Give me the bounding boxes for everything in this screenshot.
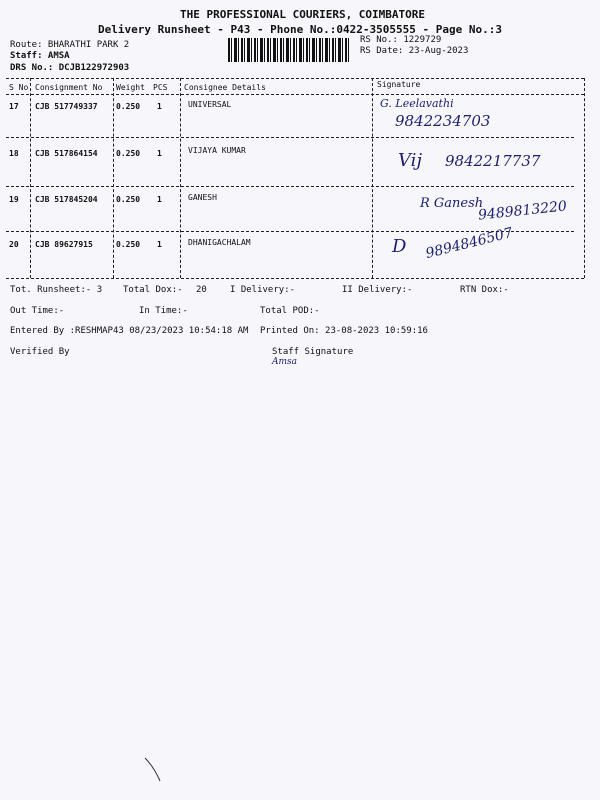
i-delivery: I Delivery:- — [230, 285, 296, 295]
col-header-consignee: Consignee Details — [184, 83, 266, 92]
handwritten-phone: 9842234703 — [395, 112, 491, 130]
row-consignment: CJB 517845204 — [35, 195, 98, 204]
handwritten-phone: 9489813220 — [477, 198, 568, 224]
tot-runsheet: Tot. Runsheet:- 3 — [10, 285, 103, 295]
row-consignment: CJB 517864154 — [35, 149, 98, 158]
row-pcs: 1 — [157, 195, 162, 204]
row-sno: 18 — [9, 149, 19, 158]
row-weight: 0.250 — [116, 102, 141, 111]
handwritten-phone: 9894846507 — [424, 224, 515, 262]
col-header-sno: S No — [9, 83, 29, 92]
row-consignee: UNIVERSAL — [188, 100, 232, 109]
company-name: THE PROFESSIONAL COURIERS, COIMBATORE — [180, 8, 426, 21]
row-divider — [6, 186, 574, 187]
col-header-signature: Signature — [377, 80, 421, 89]
row-consignment: CJB 89627915 — [35, 240, 93, 249]
row-pcs: 1 — [157, 102, 162, 111]
verified-by: Verified By — [10, 347, 70, 357]
handwritten-phone: 9842217737 — [445, 152, 541, 170]
col-divider — [372, 78, 373, 278]
staff: Staff: AMSA — [10, 51, 70, 61]
row-divider — [6, 137, 574, 138]
handwritten-name: R Ganesh — [420, 196, 484, 211]
route: Route: BHARATHI PARK 2 — [10, 40, 130, 50]
row-weight: 0.250 — [116, 240, 141, 249]
total-pod: Total POD:- — [260, 306, 320, 316]
row-pcs: 1 — [157, 149, 162, 158]
row-sno: 20 — [9, 240, 19, 249]
entered-by: Entered By :RESHMAP43 08/23/2023 10:54:18 AM — [10, 326, 249, 336]
table-bottom-line — [6, 278, 584, 279]
printed-on: Printed On: 23-08-2023 10:59:16 — [260, 326, 428, 336]
total-dox-label: Total Dox:- — [123, 285, 183, 295]
handwritten-name: G. Leelavathi — [380, 97, 454, 110]
col-divider — [180, 78, 181, 278]
row-consignee: VIJAYA KUMAR — [188, 146, 246, 155]
handwritten-name: Vij — [398, 150, 423, 171]
row-weight: 0.250 — [116, 195, 141, 204]
pen-mark — [140, 755, 170, 785]
barcode — [228, 38, 351, 62]
rs-date: RS Date: 23-Aug-2023 — [360, 46, 469, 56]
col-header-consignment: Consignment No — [35, 83, 103, 92]
col-divider — [30, 78, 31, 278]
rs-number: RS No.: 1229729 — [360, 35, 442, 45]
ii-delivery: II Delivery:- — [342, 285, 413, 295]
col-divider — [584, 78, 585, 278]
row-pcs: 1 — [157, 240, 162, 249]
drs-number: DRS No.: DCJB122972903 — [10, 63, 130, 73]
row-consignee: DHANIGACHALAM — [188, 238, 251, 247]
in-time: In Time:- — [139, 306, 188, 316]
row-consignee: GANESH — [188, 193, 217, 202]
row-weight: 0.250 — [116, 149, 141, 158]
staff-signature-label: Staff Signature — [272, 347, 354, 357]
runsheet-title: Delivery Runsheet - P43 - Phone No.:0422-3505555 - Page No.:3 — [98, 23, 502, 36]
row-sno: 17 — [9, 102, 19, 111]
table-top-line — [6, 78, 584, 79]
row-sno: 19 — [9, 195, 19, 204]
row-consignment: CJB 517749337 — [35, 102, 98, 111]
col-divider — [113, 78, 114, 278]
staff-signature-handwriting: Amsa — [272, 357, 298, 367]
table-header-line — [6, 94, 584, 95]
handwritten-name: D — [392, 236, 407, 257]
total-dox-value: 20 — [196, 285, 207, 295]
col-header-weight: Weight — [116, 83, 145, 92]
col-header-pcs: PCS — [153, 83, 168, 92]
out-time: Out Time:- — [10, 306, 65, 316]
rtn-dox: RTN Dox:- — [460, 285, 509, 295]
